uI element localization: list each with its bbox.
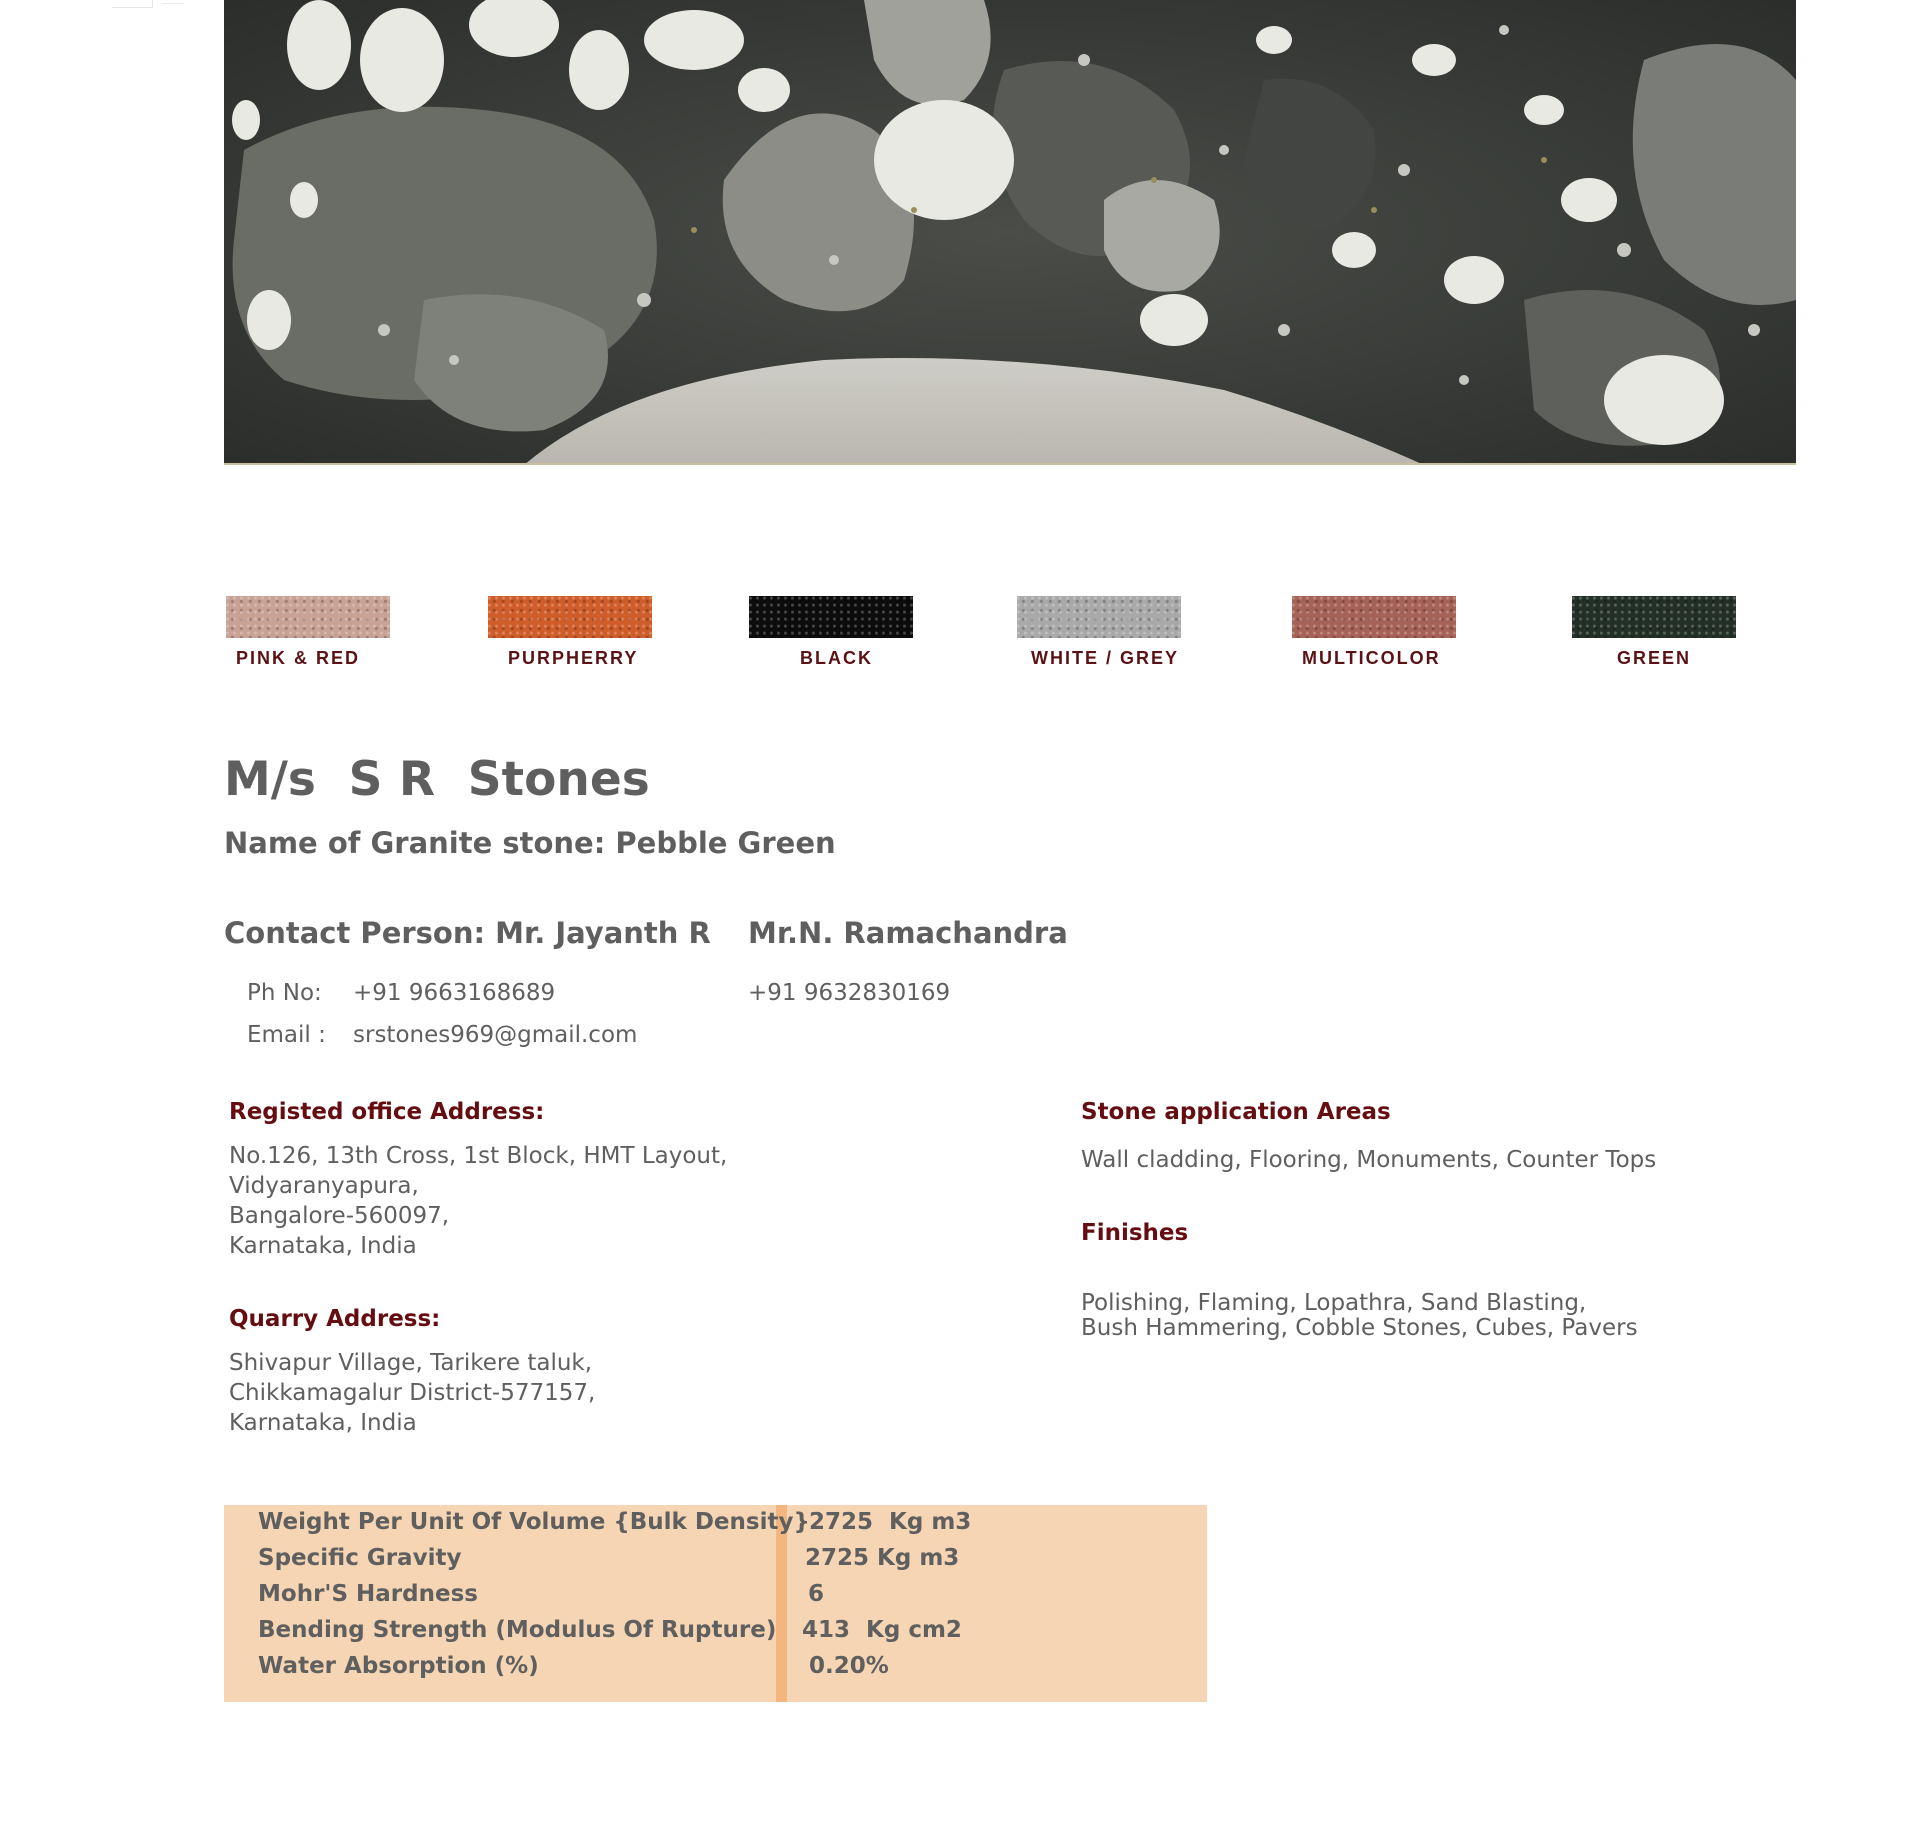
table-row: [224, 1649, 1207, 1685]
property-name: Specific Gravity: [258, 1545, 462, 1571]
category-label[interactable]: GREEN: [1617, 648, 1692, 668]
contact-person-1: Contact Person: Mr. Jayanth R: [224, 916, 711, 950]
category-label[interactable]: WHITE / GREY: [1031, 648, 1180, 668]
applications-heading: Stone application Areas: [1081, 1099, 1391, 1125]
table-row: [224, 1505, 1207, 1541]
finishes-heading: Finishes: [1081, 1220, 1189, 1246]
category-green[interactable]: [1572, 596, 1736, 668]
property-value: 6: [808, 1581, 825, 1607]
category-label[interactable]: BLACK: [800, 648, 873, 668]
swatch-green[interactable]: [1572, 596, 1736, 638]
category-white-grey[interactable]: [1017, 596, 1181, 668]
corner-mark: [112, 0, 153, 8]
swatch-black[interactable]: [749, 596, 913, 638]
table-row: [224, 1577, 1207, 1613]
category-multicolor[interactable]: [1292, 596, 1456, 668]
corner-mark: [162, 0, 184, 4]
property-value: 2725 Kg m3: [805, 1545, 960, 1571]
property-value: 413 Kg cm2: [802, 1617, 962, 1643]
properties-table: [224, 1505, 1207, 1702]
category-black[interactable]: [749, 596, 913, 668]
finishes-line: Bush Hammering, Cobble Stones, Cubes, Pavers: [1081, 1315, 1638, 1341]
address-line: Bangalore-560097,: [229, 1203, 450, 1229]
property-value: 0.20%: [809, 1653, 889, 1679]
hero-granite-image: [224, 0, 1796, 465]
category-purpherry[interactable]: [488, 596, 652, 668]
granite-texture: [224, 0, 1796, 465]
finishes-text: [1081, 1291, 1638, 1341]
swatch-multicolor[interactable]: [1292, 596, 1456, 638]
finishes-line: Polishing, Flaming, Lopathra, Sand Blasting,: [1081, 1290, 1587, 1316]
address-line: Karnataka, India: [229, 1233, 417, 1259]
table-row: [224, 1541, 1207, 1577]
office-address-heading: Registed office Address:: [229, 1099, 545, 1125]
table-row: [224, 1613, 1207, 1649]
address-line: No.126, 13th Cross, 1st Block, HMT Layout,: [229, 1143, 728, 1169]
swatch-purpherry[interactable]: [488, 596, 652, 638]
property-name: Weight Per Unit Of Volume {Bulk Density}: [258, 1509, 810, 1535]
quarry-address-heading: Quarry Address:: [229, 1306, 441, 1332]
quarry-address: [229, 1348, 595, 1438]
property-name: Water Absorption (%): [258, 1653, 539, 1679]
property-name: Bending Strength (Modulus Of Rupture): [258, 1617, 777, 1643]
email-label: Email :: [247, 1022, 326, 1048]
address-line: Chikkamagalur District-577157,: [229, 1380, 596, 1406]
property-name: Mohr'S Hardness: [258, 1581, 478, 1607]
phone-label: Ph No:: [247, 980, 322, 1006]
applications-text: Wall cladding, Flooring, Monuments, Counter Tops: [1081, 1147, 1657, 1173]
phone-number-2[interactable]: +91 9632830169: [748, 980, 951, 1006]
address-line: Shivapur Village, Tarikere taluk,: [229, 1350, 593, 1376]
office-address: [229, 1141, 727, 1261]
address-line: Karnataka, India: [229, 1410, 417, 1436]
category-label[interactable]: MULTICOLOR: [1302, 648, 1441, 668]
category-label[interactable]: PINK & RED: [236, 648, 361, 668]
swatch-white-grey[interactable]: [1017, 596, 1181, 638]
property-value: 2725 Kg m3: [809, 1509, 972, 1535]
company-name: M/s S R Stones: [224, 752, 650, 807]
email-link[interactable]: srstones969@gmail.com: [353, 1022, 638, 1048]
category-label[interactable]: PURPHERRY: [508, 648, 639, 668]
swatch-pink-red[interactable]: [226, 596, 390, 638]
contact-person-2: Mr.N. Ramachandra: [748, 916, 1068, 950]
stone-name: Name of Granite stone: Pebble Green: [224, 826, 836, 860]
category-pink-red[interactable]: [226, 596, 390, 668]
phone-number-1[interactable]: +91 9663168689: [353, 980, 556, 1006]
address-line: Vidyaranyapura,: [229, 1173, 419, 1199]
